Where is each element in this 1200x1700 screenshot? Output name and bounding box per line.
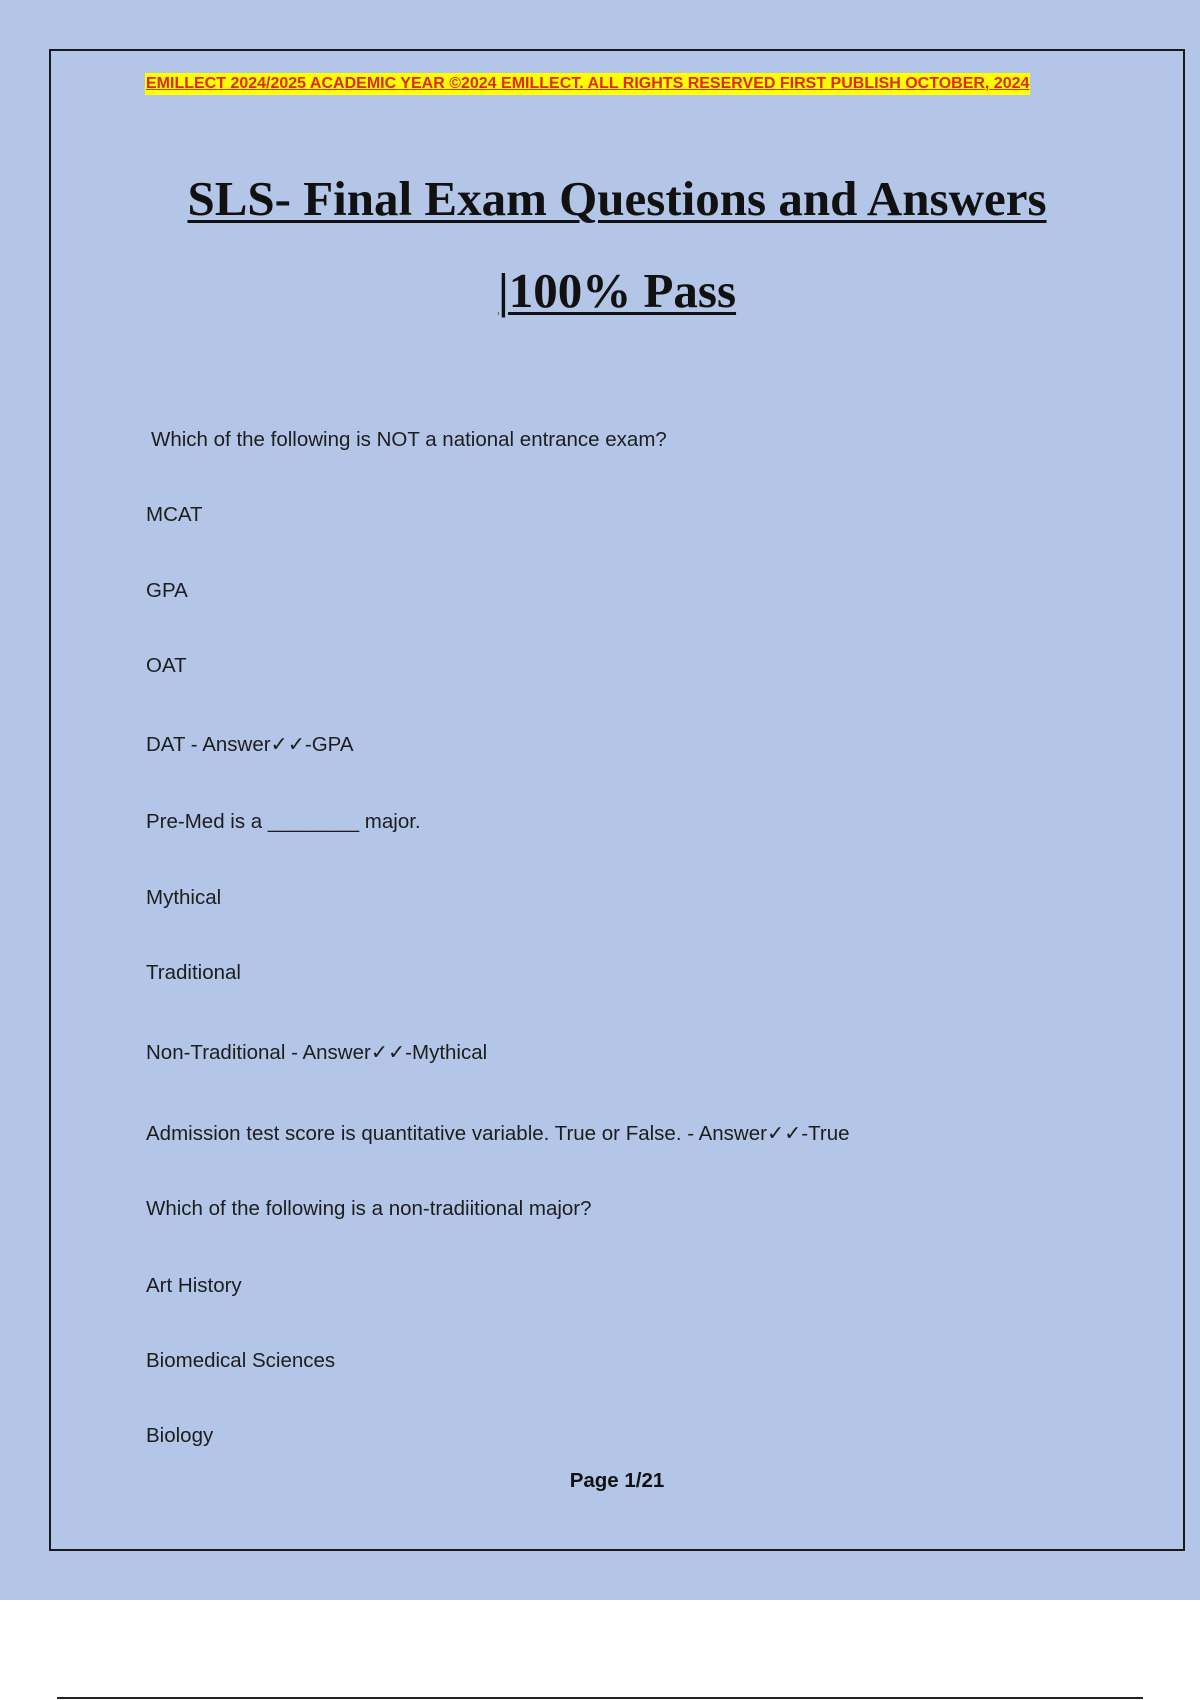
option-mcat: MCAT (146, 503, 203, 526)
next-page-top-rule (57, 1697, 1143, 1699)
option-biology: Biology (146, 1424, 214, 1447)
option-traditional: Traditional (146, 961, 241, 984)
answer-line-1: DAT - Answer✓✓-GPA (146, 733, 354, 756)
document-title-line-2: |100% Pass (497, 263, 737, 318)
question-2: Pre-Med is a ________ major. (146, 810, 421, 833)
question-1: Which of the following is NOT a national entrance exam? (151, 428, 667, 451)
copyright-banner: EMILLECT 2024/2025 ACADEMIC YEAR ©2024 EMILLECT. ALL RIGHTS RESERVED FIRST PUBLISH OCTOBER, 2024 (145, 73, 1030, 95)
option-gpa: GPA (146, 579, 188, 602)
page-number: Page 1/21 (569, 1469, 665, 1492)
option-art-history: Art History (146, 1274, 242, 1297)
option-biomedical-sciences: Biomedical Sciences (146, 1349, 336, 1372)
question-4: Which of the following is a non-tradiitional major? (146, 1197, 592, 1220)
document-title-line-1: SLS- Final Exam Questions and Answers (187, 171, 1047, 226)
question-3-answer: Admission test score is quantitative variable. True or False. - Answer✓✓-True (146, 1122, 850, 1145)
option-oat: OAT (146, 654, 187, 677)
option-mythical: Mythical (146, 886, 222, 909)
answer-line-2: Non-Traditional - Answer✓✓-Mythical (146, 1041, 488, 1064)
